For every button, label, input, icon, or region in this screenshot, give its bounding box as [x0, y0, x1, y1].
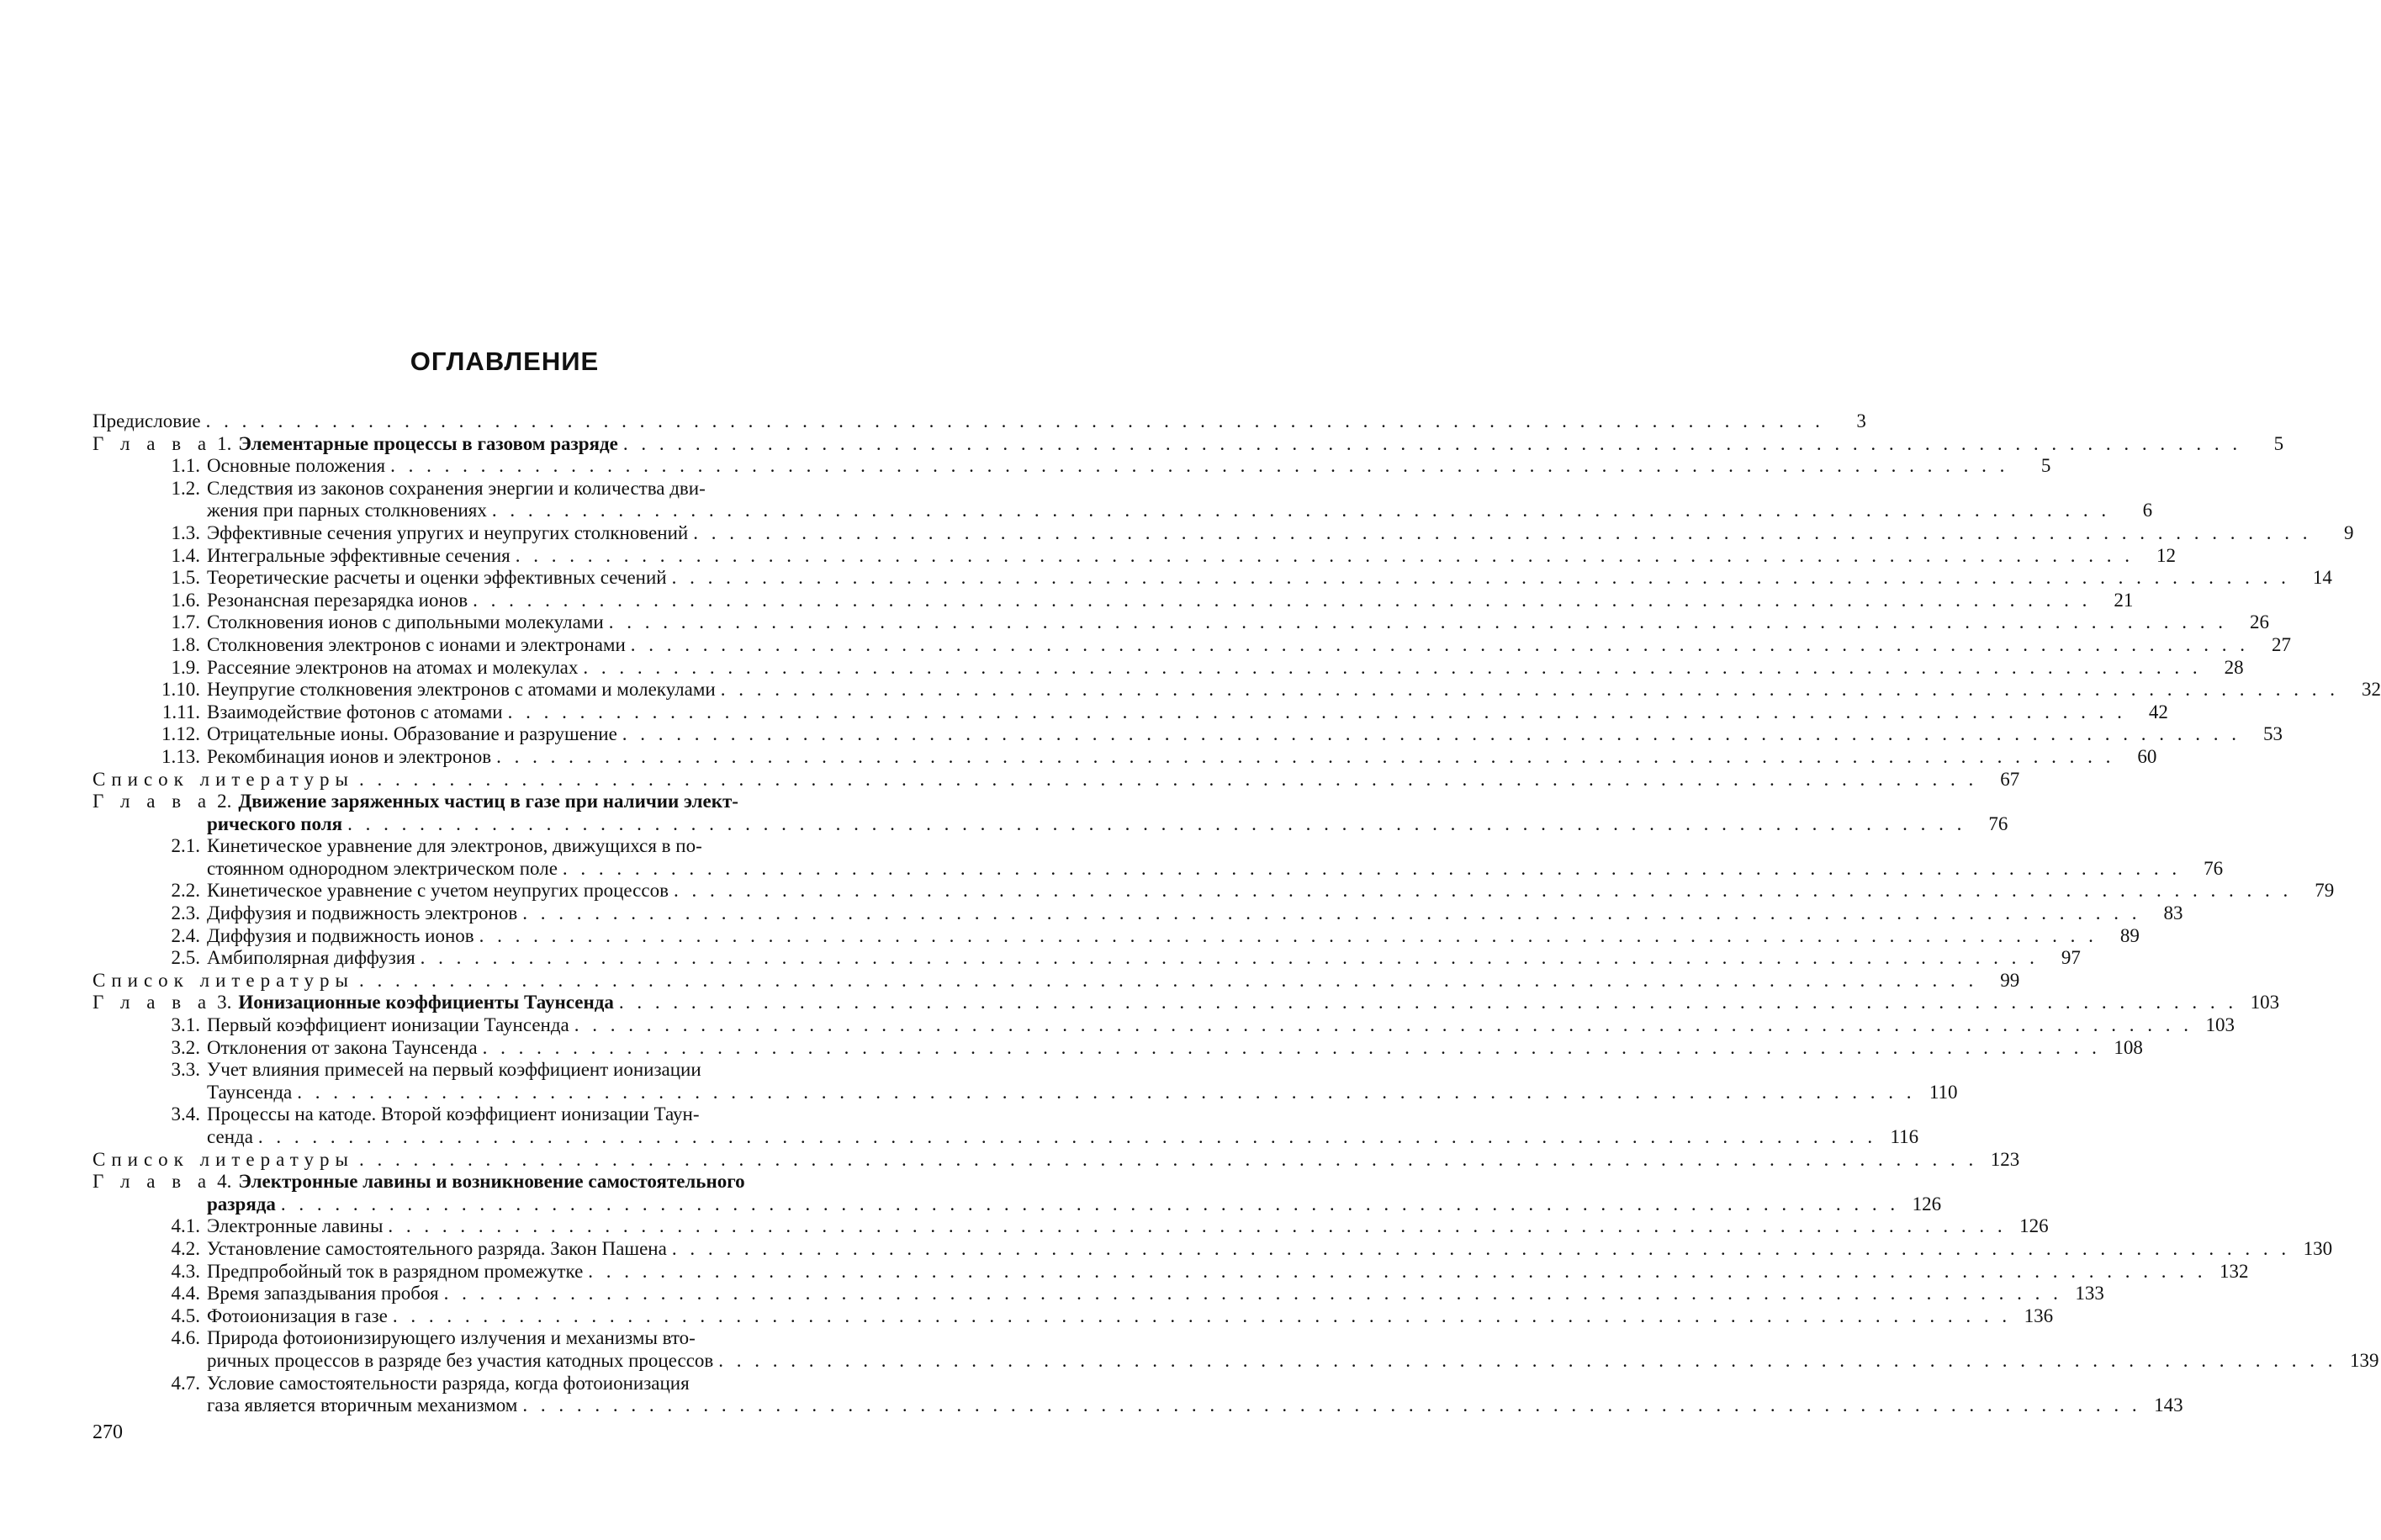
toc-entry[interactable]: [93, 1171, 917, 1193]
leader-dots: [492, 500, 2110, 522]
entry-page: 12: [2156, 544, 2176, 566]
leader-dots: [623, 433, 2241, 456]
entry-page: 126: [1912, 1193, 1942, 1215]
section-number: 1.4.: [171, 544, 200, 566]
indent: [93, 858, 207, 881]
entry-page: 26: [2249, 611, 2269, 633]
entry-page: 136: [2024, 1305, 2054, 1326]
entry-page: 27: [2272, 633, 2292, 655]
toc-entry[interactable]: [93, 656, 2244, 680]
entry-page: 103: [2205, 1014, 2235, 1036]
toc-entry[interactable]: [93, 1014, 2235, 1037]
section-number: 4.6.: [171, 1327, 200, 1349]
leader-dots: [483, 1037, 2101, 1060]
section-title: Столкновения ионов с дипольными молекулами: [207, 611, 604, 633]
entry-page: 28: [2224, 656, 2244, 678]
toc-entry[interactable]: [93, 679, 2381, 701]
section-number: 1.5.: [171, 567, 200, 589]
section-title: Электронные лавины: [207, 1215, 384, 1237]
leader-dots: [674, 880, 2292, 902]
toc-entry[interactable]: [93, 432, 2284, 456]
section-number: 3.2.: [171, 1036, 200, 1058]
table-of-contents: [93, 410, 2381, 1417]
section-number: 1.12.: [161, 723, 200, 745]
toc-entry[interactable]: [93, 1237, 2333, 1261]
leader-dots: [721, 679, 2339, 701]
leader-dots: [206, 410, 1824, 433]
section-title: Следствия из законов сохранения энергии и количества дви-: [207, 477, 706, 499]
entry-page: 5: [2040, 455, 2051, 477]
toc-entry[interactable]: [93, 745, 2157, 769]
entry-page: 79: [2315, 880, 2335, 902]
section-title: Время запаздывания пробоя: [207, 1283, 439, 1305]
toc-entry[interactable]: [93, 1036, 2143, 1060]
section-number: 3.3.: [171, 1059, 200, 1081]
section-title: Диффузия и подвижность ионов: [207, 924, 474, 946]
chapter-number: 1.: [217, 432, 232, 454]
leader-dots: [281, 1193, 1899, 1216]
leader-dots: [359, 970, 1977, 992]
leader-dots: [473, 590, 2091, 612]
entry-page: 110: [1929, 1081, 1958, 1103]
toc-entry[interactable]: [93, 924, 2140, 948]
entry-page: 116: [1890, 1126, 1919, 1147]
entry-page: 14: [2312, 567, 2332, 589]
indent: [93, 1394, 207, 1417]
leader-dots: [574, 1014, 2193, 1037]
section-title-cont: ричных процессов в разряде без участия катодных процессов: [207, 1349, 714, 1371]
leader-dots: [359, 1149, 1977, 1172]
chapter-label: Г л а в а: [93, 1171, 213, 1193]
entry-page: 97: [2061, 947, 2081, 969]
leader-dots: [258, 1126, 1876, 1149]
section-number: 2.3.: [171, 902, 200, 924]
section-number: 4.1.: [171, 1215, 200, 1237]
section-title: Теоретические расчеты и оценки эффективных сечений: [207, 567, 667, 589]
page-title: ОГЛАВЛЕНИЕ: [410, 347, 600, 376]
entry-page: 9: [2343, 521, 2354, 543]
section-number: 1.11.: [161, 701, 200, 722]
section-number: 4.5.: [171, 1305, 200, 1326]
chapter-number: 3.: [217, 992, 232, 1013]
indent: [93, 1350, 207, 1373]
leader-dots: [297, 1082, 1915, 1104]
toc-entry-continuation[interactable]: [93, 857, 2224, 881]
toc-entry[interactable]: [93, 791, 917, 813]
chapter-label: Г л а в а: [93, 992, 213, 1013]
indent: [93, 1193, 207, 1216]
chapter-label: Г л а в а: [93, 432, 213, 454]
toc-entry-continuation[interactable]: [93, 1081, 1958, 1104]
entry-page: 76: [1988, 812, 2008, 834]
toc-entry[interactable]: [93, 521, 2354, 545]
entry-page: 60: [2137, 745, 2157, 767]
toc-entry[interactable]: [93, 1059, 917, 1082]
toc-entry-continuation[interactable]: [93, 1349, 2379, 1373]
toc-entry[interactable]: [93, 1305, 2054, 1328]
section-number: 1.13.: [161, 745, 200, 767]
entry-page: 5: [2273, 432, 2284, 454]
toc-entry-continuation[interactable]: [93, 1126, 1919, 1149]
entry-page: 126: [2019, 1215, 2049, 1237]
entry-page: 130: [2303, 1237, 2333, 1259]
section-number: 1.1.: [171, 455, 200, 477]
section-number: 2.1.: [171, 835, 200, 857]
toc-entry[interactable]: [93, 478, 917, 500]
section-number: 1.6.: [171, 589, 200, 611]
page-number: 270: [93, 1421, 123, 1443]
toc-entry[interactable]: [93, 902, 2183, 925]
toc-entry[interactable]: [93, 1373, 917, 1395]
toc-entry[interactable]: [93, 835, 917, 858]
section-title: Природа фотоионизирующего излучения и механизмы вто-: [207, 1327, 696, 1349]
toc-entry[interactable]: [93, 544, 2176, 568]
toc-entry[interactable]: [93, 611, 2269, 634]
section-number: 2.2.: [171, 880, 200, 902]
toc-entry[interactable]: [93, 1327, 917, 1350]
section-number: 1.10.: [161, 679, 200, 701]
section-number: 1.9.: [171, 656, 200, 678]
entry-page: 143: [2154, 1394, 2183, 1416]
toc-entry[interactable]: [93, 1260, 2249, 1283]
leader-dots: [444, 1283, 2062, 1305]
toc-entry[interactable]: [93, 633, 2292, 657]
entry-page: 108: [2114, 1036, 2143, 1058]
leader-dots: [563, 858, 2181, 881]
section-title: Рассеяние электронов на атомах и молекулах: [207, 656, 579, 678]
toc-entry[interactable]: [93, 992, 2280, 1014]
entry-page: 6: [2142, 500, 2153, 521]
toc-entry[interactable]: [93, 723, 2283, 746]
section-title: Эффективные сечения упругих и неупругих столкновений: [207, 521, 689, 543]
entry-page: 133: [2075, 1283, 2104, 1305]
leader-dots: [516, 545, 2134, 568]
entry-page: 99: [2000, 969, 2020, 991]
leader-dots: [583, 657, 2201, 680]
section-title: Установление самостоятельного разряда. Закон Пашена: [207, 1237, 667, 1259]
leader-dots: [672, 1238, 2290, 1261]
indent: [93, 500, 207, 522]
entry-page: 132: [2220, 1260, 2249, 1282]
bibliography-title: Список литературы: [93, 969, 354, 991]
toc-entry[interactable]: [93, 1148, 2020, 1172]
toc-entry[interactable]: [93, 589, 2134, 612]
section-number: 1.7.: [171, 611, 200, 633]
entry-page: 123: [1990, 1148, 2020, 1170]
toc-entry[interactable]: [93, 947, 2081, 970]
leader-dots: [622, 723, 2241, 746]
toc-entry[interactable]: [93, 969, 2020, 992]
leader-dots: [588, 1261, 2206, 1283]
section-title: Первый коэффициент ионизации Таунсенда: [207, 1014, 569, 1036]
leader-dots: [347, 813, 1966, 836]
leader-dots: [496, 746, 2114, 769]
chapter-title-cont: разряда: [207, 1193, 276, 1215]
section-title: Резонансная перезарядка ионов: [207, 589, 468, 611]
toc-entry[interactable]: [93, 880, 2335, 902]
chapter-title-cont: рического поля: [207, 812, 343, 834]
leader-dots: [390, 455, 2008, 478]
section-title: Процессы на катоде. Второй коэффициент ионизации Таун-: [207, 1103, 700, 1125]
entry-page: 21: [2114, 589, 2134, 611]
entry-page: 83: [2163, 902, 2183, 924]
entry-title: Предисловие: [93, 410, 201, 431]
entry-page: 103: [2250, 992, 2280, 1013]
leader-dots: [693, 522, 2311, 545]
section-title: Отклонения от закона Таунсенда: [207, 1036, 478, 1058]
section-number: 2.5.: [171, 947, 200, 969]
leader-dots: [631, 634, 2249, 657]
toc-entry[interactable]: [93, 1283, 2104, 1305]
section-title: Условие самостоятельности разряда, когда фотоионизация: [207, 1372, 690, 1394]
section-number: 4.7.: [171, 1372, 200, 1394]
section-title: Амбиполярная диффузия: [207, 947, 415, 969]
bibliography-title: Список литературы: [93, 768, 354, 790]
section-title: Взаимодействие фотонов с атомами: [207, 701, 503, 722]
toc-entry[interactable]: [93, 1103, 917, 1126]
toc-entry[interactable]: [93, 1215, 2049, 1238]
section-title: Неупругие столкновения электронов с атомами и молекулами: [207, 679, 716, 701]
toc-entry-continuation[interactable]: [93, 812, 2008, 836]
leader-dots: [609, 611, 2227, 634]
chapter-number: 4.: [217, 1171, 232, 1193]
section-title: Диффузия и подвижность электронов: [207, 902, 518, 924]
toc-entry[interactable]: [93, 455, 2051, 478]
indent: [93, 813, 207, 836]
chapter-title: Ионизационные коэффициенты Таунсенда: [238, 992, 614, 1013]
leader-dots: [388, 1215, 2006, 1238]
section-number: 3.4.: [171, 1103, 200, 1125]
leader-dots: [393, 1305, 2011, 1328]
section-number: 4.4.: [171, 1283, 200, 1305]
chapter-title: Элементарные процессы в газовом разряде: [238, 432, 618, 454]
indent: [93, 1126, 207, 1149]
section-title-cont: жения при парных столкновениях: [207, 500, 487, 521]
leader-dots: [421, 947, 2039, 970]
leader-dots: [359, 769, 1977, 791]
toc-entry[interactable]: [93, 701, 2168, 724]
indent: [93, 1082, 207, 1104]
section-title: Кинетическое уравнение с учетом неупругих процессов: [207, 880, 669, 902]
toc-entry[interactable]: [93, 567, 2332, 590]
chapter-number: 2.: [217, 791, 232, 812]
entry-page: 139: [2350, 1349, 2379, 1371]
section-number: 2.4.: [171, 924, 200, 946]
section-title: Интегральные эффективные сечения: [207, 544, 511, 566]
chapter-title: Электронные лавины и возникновение самостоятельного: [238, 1171, 745, 1193]
section-title: Предпробойный ток в разрядном промежутке: [207, 1260, 584, 1282]
leader-dots: [522, 1394, 2140, 1417]
section-number: 1.3.: [171, 521, 200, 543]
section-title: Основные положения: [207, 455, 386, 477]
entry-page: 32: [2361, 679, 2381, 701]
section-title: Кинетическое уравнение для электронов, движущихся в по-: [207, 835, 702, 857]
section-title-cont: стоянном однородном электрическом поле: [207, 857, 558, 879]
leader-dots: [479, 925, 2098, 948]
section-number: 4.3.: [171, 1260, 200, 1282]
toc-entry[interactable]: [93, 768, 2020, 791]
toc-entry-continuation[interactable]: [93, 1394, 2183, 1417]
entry-page: 42: [2148, 701, 2168, 722]
entry-page: 53: [2263, 723, 2283, 745]
leader-dots: [718, 1350, 2336, 1373]
section-number: 3.1.: [171, 1014, 200, 1036]
section-number: 1.2.: [171, 477, 200, 499]
chapter-label: Г л а в а: [93, 791, 213, 812]
chapter-title: Движение заряженных частиц в газе при наличии элект-: [238, 791, 738, 812]
toc-entry-continuation[interactable]: [93, 1193, 1942, 1216]
leader-dots: [522, 902, 2140, 925]
leader-dots: [508, 701, 2126, 724]
section-title-cont: сенда: [207, 1126, 253, 1147]
entry-page: 67: [2000, 768, 2020, 790]
entry-page: 76: [2204, 857, 2224, 879]
toc-entry[interactable]: [93, 410, 1866, 433]
section-title: Учет влияния примесей на первый коэффициент ионизации: [207, 1059, 701, 1081]
section-title: Отрицательные ионы. Образование и разрушение: [207, 723, 617, 745]
section-title: Рекомбинация ионов и электронов: [207, 745, 492, 767]
leader-dots: [672, 567, 2290, 590]
leader-dots: [619, 992, 2237, 1014]
section-number: 4.2.: [171, 1237, 200, 1259]
bibliography-title: Список литературы: [93, 1148, 354, 1170]
entry-page: 3: [1856, 410, 1866, 431]
section-title: Столкновения электронов с ионами и электронами: [207, 633, 626, 655]
toc-entry-continuation[interactable]: [93, 500, 2153, 522]
section-title: Фотоионизация в газе: [207, 1305, 388, 1326]
section-title-cont: газа является вторичным механизмом: [207, 1394, 518, 1416]
section-number: 1.8.: [171, 633, 200, 655]
section-title-cont: Таунсенда: [207, 1081, 293, 1103]
entry-page: 89: [2119, 924, 2140, 946]
